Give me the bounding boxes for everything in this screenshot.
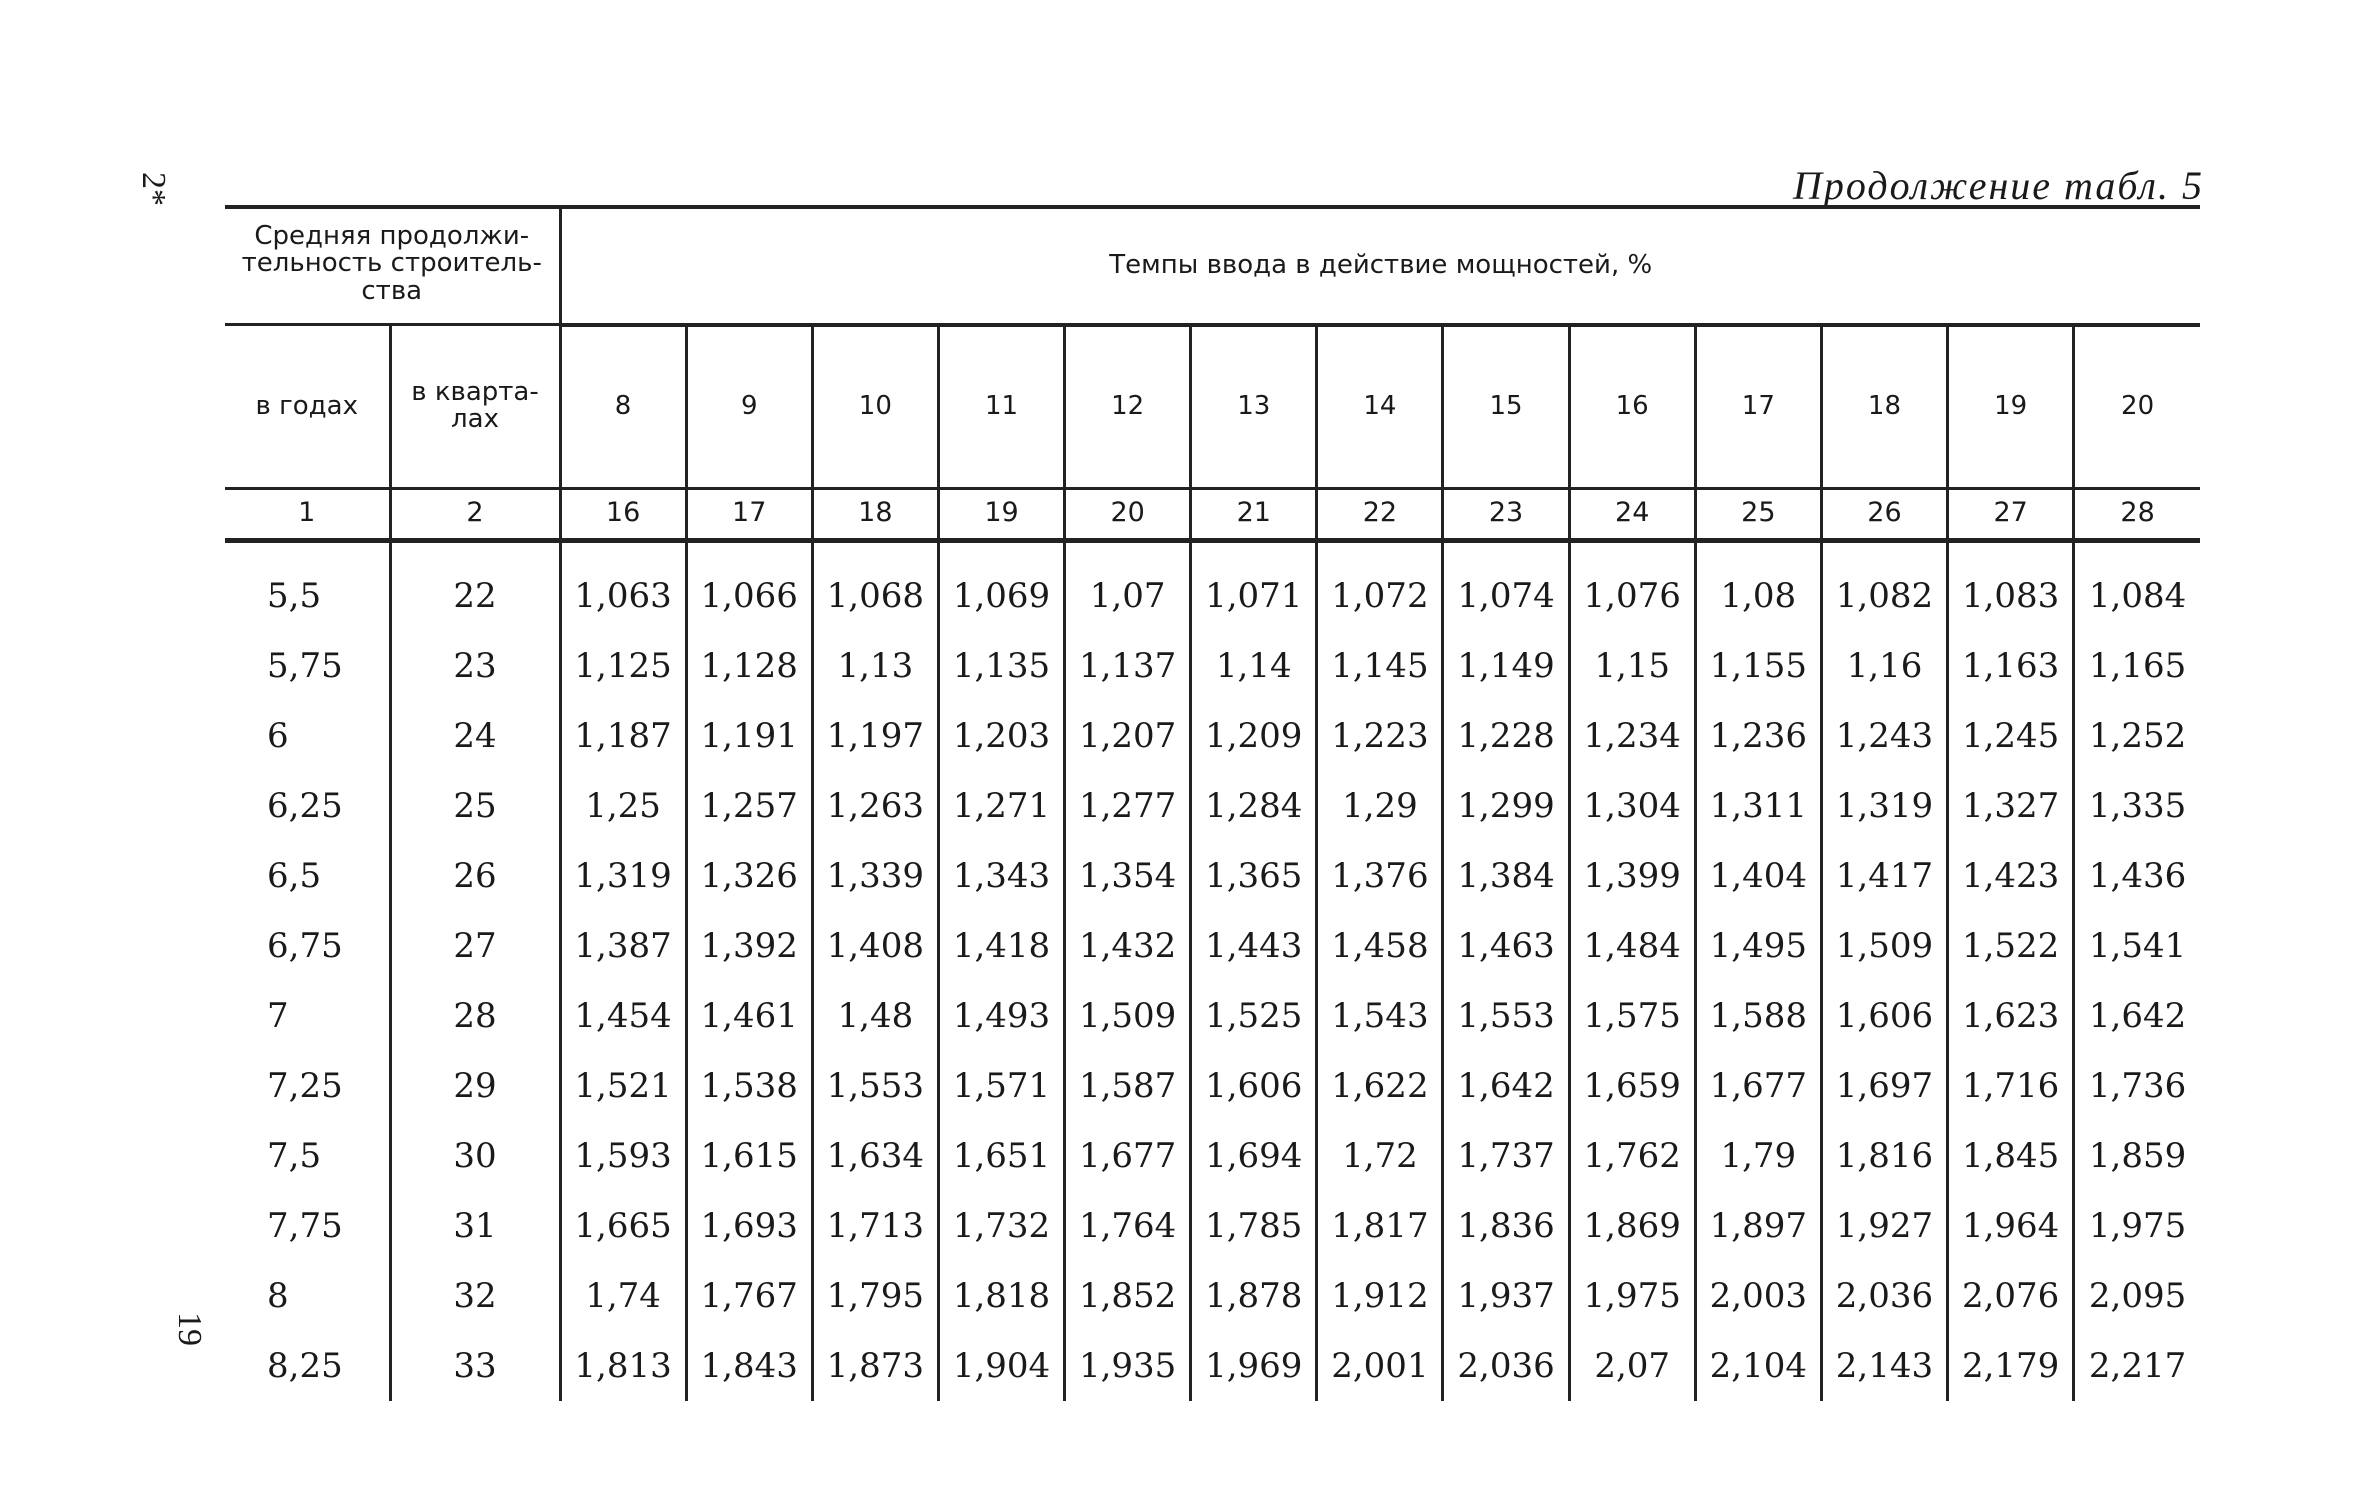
quarters-cell: 29 [390, 1051, 560, 1121]
coefficient-cell: 1,25 [560, 771, 686, 841]
coefficient-cell: 1,461 [686, 981, 812, 1051]
years-cell: 5,5 [267, 575, 322, 616]
coefficient-cell: 1,343 [938, 841, 1064, 911]
quarters-cell: 24 [390, 701, 560, 771]
column-number: 26 [1821, 488, 1947, 540]
coefficient-cell: 1,365 [1191, 841, 1317, 911]
coefficient-cell: 1,13 [812, 631, 938, 701]
coefficient-cell: 1,493 [938, 981, 1064, 1051]
quarters-cell: 30 [390, 1121, 560, 1191]
coefficient-cell: 1,509 [1065, 981, 1191, 1051]
rate-column-header: 13 [1191, 325, 1317, 489]
years-cell: 6 [267, 715, 289, 756]
quarters-cell: 28 [390, 981, 560, 1051]
coefficient-cell: 1,203 [938, 701, 1064, 771]
coefficient-cell: 1,762 [1569, 1121, 1695, 1191]
years-cell: 7,5 [267, 1135, 322, 1176]
coefficient-cell: 2,003 [1695, 1261, 1821, 1331]
coefficient-cell: 1,904 [938, 1331, 1064, 1401]
coefficient-cell: 1,137 [1065, 631, 1191, 701]
coefficient-cell: 2,179 [1948, 1331, 2074, 1401]
coefficient-cell: 2,001 [1317, 1331, 1443, 1401]
column-number: 22 [1317, 488, 1443, 540]
coefficient-cell: 1,541 [2074, 911, 2200, 981]
quarters-cell: 22 [390, 540, 560, 631]
coefficient-cell: 2,07 [1569, 1331, 1695, 1401]
coefficient-cell: 1,236 [1695, 701, 1821, 771]
coefficient-cell: 1,48 [812, 981, 938, 1051]
coefficient-cell: 1,083 [1948, 540, 2074, 631]
table-row [225, 981, 2200, 1051]
years-cell: 6,75 [267, 925, 343, 966]
column-number: 17 [686, 488, 812, 540]
coefficient-cell: 1,642 [2074, 981, 2200, 1051]
coefficient-cell: 1,404 [1695, 841, 1821, 911]
coefficient-cell: 1,271 [938, 771, 1064, 841]
coefficient-cell: 1,693 [686, 1191, 812, 1261]
coefficient-cell: 1,354 [1065, 841, 1191, 911]
table-row [225, 1121, 2200, 1191]
rates-group-header: Темпы ввода в действие мощностей, % [560, 207, 2200, 325]
coefficient-cell: 1,263 [812, 771, 938, 841]
coefficient-cell: 1,521 [560, 1051, 686, 1121]
rate-column-header: 18 [1821, 325, 1947, 489]
rate-column-header: 8 [560, 325, 686, 489]
coefficient-cell: 1,458 [1317, 911, 1443, 981]
table-row [225, 841, 2200, 911]
coefficient-cell: 1,135 [938, 631, 1064, 701]
table-row [225, 771, 2200, 841]
coefficient-cell: 1,795 [812, 1261, 938, 1331]
coefficient-cell: 1,14 [1191, 631, 1317, 701]
table-row [225, 1191, 2200, 1261]
coefficient-cell: 1,509 [1821, 911, 1947, 981]
coefficient-cell: 1,068 [812, 540, 938, 631]
coefficient-cell: 1,07 [1065, 540, 1191, 631]
column-number: 28 [2074, 488, 2200, 540]
coefficient-cell: 1,319 [1821, 771, 1947, 841]
coefficient-cell: 1,665 [560, 1191, 686, 1261]
column-number: 1 [225, 488, 390, 540]
coefficient-cell: 1,326 [686, 841, 812, 911]
coefficient-cell: 1,642 [1443, 1051, 1569, 1121]
coefficient-cell: 1,677 [1695, 1051, 1821, 1121]
column-number: 18 [812, 488, 938, 540]
coefficient-cell: 1,277 [1065, 771, 1191, 841]
coefficient-cell: 2,036 [1821, 1261, 1947, 1331]
rate-column-header: 12 [1065, 325, 1191, 489]
coefficient-cell: 1,063 [560, 540, 686, 631]
coefficient-cell: 1,432 [1065, 911, 1191, 981]
column-number: 16 [560, 488, 686, 540]
coefficient-cell: 1,443 [1191, 911, 1317, 981]
coefficient-cell: 1,72 [1317, 1121, 1443, 1191]
table-row [225, 631, 2200, 701]
quarters-cell: 26 [390, 841, 560, 911]
page-marker: 2* [135, 172, 172, 206]
coefficient-cell: 1,16 [1821, 631, 1947, 701]
coefficient-cell: 1,384 [1443, 841, 1569, 911]
coefficient-cell: 1,538 [686, 1051, 812, 1121]
coefficient-cell: 1,187 [560, 701, 686, 771]
coefficient-cell: 1,737 [1443, 1121, 1569, 1191]
coefficient-cell: 1,785 [1191, 1191, 1317, 1261]
coefficient-cell: 2,095 [2074, 1261, 2200, 1331]
coefficient-cell: 1,651 [938, 1121, 1064, 1191]
rate-column-header: 17 [1695, 325, 1821, 489]
quarters-cell: 32 [390, 1261, 560, 1331]
coefficient-cell: 1,764 [1065, 1191, 1191, 1261]
coefficient-cell: 1,937 [1443, 1261, 1569, 1331]
coefficient-cell: 1,319 [560, 841, 686, 911]
coefficient-cell: 1,859 [2074, 1121, 2200, 1191]
coefficient-cell: 1,149 [1443, 631, 1569, 701]
years-cell: 6,5 [267, 855, 322, 896]
coefficient-cell: 1,245 [1948, 701, 2074, 771]
coefficient-cell: 1,423 [1948, 841, 2074, 911]
coefficient-cell: 1,575 [1569, 981, 1695, 1051]
coefficient-cell: 1,927 [1821, 1191, 1947, 1261]
column-number: 21 [1191, 488, 1317, 540]
years-cell: 7 [267, 995, 289, 1036]
years-cell: 8 [267, 1275, 289, 1316]
coefficient-cell: 1,257 [686, 771, 812, 841]
coefficient-cell: 1,732 [938, 1191, 1064, 1261]
table-row [225, 1261, 2200, 1331]
coefficient-cell: 1,964 [1948, 1191, 2074, 1261]
coefficient-cell: 1,975 [2074, 1191, 2200, 1261]
coefficient-cell: 1,15 [1569, 631, 1695, 701]
coefficient-cell: 1,845 [1948, 1121, 2074, 1191]
coefficient-cell: 1,299 [1443, 771, 1569, 841]
coefficient-cell: 1,817 [1317, 1191, 1443, 1261]
rate-column-header: 9 [686, 325, 812, 489]
years-cell: 5,75 [267, 645, 343, 686]
coefficient-cell: 1,339 [812, 841, 938, 911]
coefficient-cell: 1,79 [1695, 1121, 1821, 1191]
coefficient-cell: 1,243 [1821, 701, 1947, 771]
coefficient-cell: 1,071 [1191, 540, 1317, 631]
coefficient-cell: 1,084 [2074, 540, 2200, 631]
quarters-column-header: в кварта-лах [390, 325, 560, 489]
coefficient-cell: 1,697 [1821, 1051, 1947, 1121]
coefficient-cell: 1,125 [560, 631, 686, 701]
rate-column-header: 16 [1569, 325, 1695, 489]
coefficient-cell: 1,571 [938, 1051, 1064, 1121]
coefficient-cell: 1,066 [686, 540, 812, 631]
years-cell: 7,75 [267, 1205, 343, 1246]
coefficient-cell: 1,191 [686, 701, 812, 771]
coefficient-cell: 1,659 [1569, 1051, 1695, 1121]
rate-column-header: 14 [1317, 325, 1443, 489]
coefficient-cell: 1,069 [938, 540, 1064, 631]
coefficient-cell: 1,408 [812, 911, 938, 981]
rate-column-header: 15 [1443, 325, 1569, 489]
coefficient-cell: 1,076 [1569, 540, 1695, 631]
rate-column-header: 20 [2074, 325, 2200, 489]
coefficient-cell: 1,522 [1948, 911, 2074, 981]
coefficient-cell: 1,622 [1317, 1051, 1443, 1121]
coefficient-cell: 2,076 [1948, 1261, 2074, 1331]
coefficient-cell: 1,454 [560, 981, 686, 1051]
coefficient-cell: 1,677 [1065, 1121, 1191, 1191]
quarters-cell: 31 [390, 1191, 560, 1261]
coefficient-cell: 1,234 [1569, 701, 1695, 771]
coefficient-cell: 1,463 [1443, 911, 1569, 981]
coefficient-cell: 1,376 [1317, 841, 1443, 911]
coefficient-cell: 1,588 [1695, 981, 1821, 1051]
coefficient-cell: 1,163 [1948, 631, 2074, 701]
column-number: 25 [1695, 488, 1821, 540]
coefficient-cell: 1,852 [1065, 1261, 1191, 1331]
coefficient-cell: 1,484 [1569, 911, 1695, 981]
coefficient-cell: 1,593 [560, 1121, 686, 1191]
coefficient-cell: 1,615 [686, 1121, 812, 1191]
coefficient-cell: 1,08 [1695, 540, 1821, 631]
coefficient-cell: 1,165 [2074, 631, 2200, 701]
years-cell: 8,25 [267, 1345, 343, 1386]
coefficient-cell: 2,036 [1443, 1331, 1569, 1401]
coefficient-cell: 1,228 [1443, 701, 1569, 771]
coefficient-cell: 1,897 [1695, 1191, 1821, 1261]
coefficient-cell: 1,284 [1191, 771, 1317, 841]
coefficient-cell: 1,155 [1695, 631, 1821, 701]
coefficient-cell: 1,207 [1065, 701, 1191, 771]
coefficient-cell: 1,197 [812, 701, 938, 771]
coefficient-cell: 1,311 [1695, 771, 1821, 841]
coefficient-cell: 1,74 [560, 1261, 686, 1331]
coefficient-cell: 1,417 [1821, 841, 1947, 911]
coefficient-cell: 2,217 [2074, 1331, 2200, 1401]
duration-group-header: Средняя продолжи-тельность строитель-ства [225, 207, 560, 325]
coefficient-cell: 1,335 [2074, 771, 2200, 841]
coefficient-cell: 1,072 [1317, 540, 1443, 631]
coefficient-cell: 1,694 [1191, 1121, 1317, 1191]
coefficient-cell: 1,869 [1569, 1191, 1695, 1261]
coefficients-table-wrapper [225, 205, 2200, 1401]
coefficients-table [225, 205, 2200, 1401]
coefficient-cell: 1,304 [1569, 771, 1695, 841]
coefficient-cell: 1,813 [560, 1331, 686, 1401]
coefficient-cell: 1,587 [1065, 1051, 1191, 1121]
table-row [225, 701, 2200, 771]
coefficient-cell: 1,223 [1317, 701, 1443, 771]
years-cell: 7,25 [267, 1065, 343, 1106]
coefficient-cell: 1,145 [1317, 631, 1443, 701]
coefficient-cell: 1,525 [1191, 981, 1317, 1051]
table-row [225, 911, 2200, 981]
quarters-cell: 23 [390, 631, 560, 701]
coefficient-cell: 1,543 [1317, 981, 1443, 1051]
column-number: 19 [938, 488, 1064, 540]
coefficient-cell: 1,606 [1191, 1051, 1317, 1121]
table-caption: Продолжение табл. 5 [1792, 163, 2204, 208]
coefficient-cell: 1,29 [1317, 771, 1443, 841]
coefficient-cell: 1,399 [1569, 841, 1695, 911]
table-row [225, 540, 2200, 631]
coefficient-cell: 1,975 [1569, 1261, 1695, 1331]
coefficient-cell: 1,816 [1821, 1121, 1947, 1191]
coefficient-cell: 1,767 [686, 1261, 812, 1331]
coefficient-cell: 1,387 [560, 911, 686, 981]
coefficient-cell: 1,074 [1443, 540, 1569, 631]
coefficient-cell: 1,935 [1065, 1331, 1191, 1401]
coefficient-cell: 1,634 [812, 1121, 938, 1191]
coefficient-cell: 1,878 [1191, 1261, 1317, 1331]
coefficient-cell: 1,436 [2074, 841, 2200, 911]
rate-column-header: 11 [938, 325, 1064, 489]
column-number: 27 [1948, 488, 2074, 540]
table-row [225, 1051, 2200, 1121]
coefficient-cell: 1,327 [1948, 771, 2074, 841]
coefficient-cell: 1,716 [1948, 1051, 2074, 1121]
table-row [225, 1331, 2200, 1401]
coefficient-cell: 1,969 [1191, 1331, 1317, 1401]
quarters-cell: 27 [390, 911, 560, 981]
column-number: 2 [390, 488, 560, 540]
coefficient-cell: 1,713 [812, 1191, 938, 1261]
coefficient-cell: 1,082 [1821, 540, 1947, 631]
rate-column-header: 19 [1948, 325, 2074, 489]
coefficient-cell: 1,912 [1317, 1261, 1443, 1331]
coefficient-cell: 1,623 [1948, 981, 2074, 1051]
quarters-cell: 25 [390, 771, 560, 841]
coefficient-cell: 1,128 [686, 631, 812, 701]
coefficient-cell: 1,553 [812, 1051, 938, 1121]
coefficient-cell: 1,606 [1821, 981, 1947, 1051]
coefficient-cell: 1,418 [938, 911, 1064, 981]
rate-column-header: 10 [812, 325, 938, 489]
coefficient-cell: 1,873 [812, 1331, 938, 1401]
column-number: 24 [1569, 488, 1695, 540]
coefficient-cell: 1,736 [2074, 1051, 2200, 1121]
years-cell: 6,25 [267, 785, 343, 826]
coefficient-cell: 2,143 [1821, 1331, 1947, 1401]
coefficient-cell: 1,392 [686, 911, 812, 981]
column-number: 20 [1065, 488, 1191, 540]
coefficient-cell: 1,209 [1191, 701, 1317, 771]
coefficient-cell: 2,104 [1695, 1331, 1821, 1401]
coefficient-cell: 1,252 [2074, 701, 2200, 771]
coefficient-cell: 1,495 [1695, 911, 1821, 981]
coefficient-cell: 1,818 [938, 1261, 1064, 1331]
years-column-header: в годах [225, 325, 390, 489]
coefficient-cell: 1,836 [1443, 1191, 1569, 1261]
page-number: 19 [171, 1312, 208, 1346]
coefficient-cell: 1,843 [686, 1331, 812, 1401]
quarters-cell: 33 [390, 1331, 560, 1401]
coefficient-cell: 1,553 [1443, 981, 1569, 1051]
column-number: 23 [1443, 488, 1569, 540]
